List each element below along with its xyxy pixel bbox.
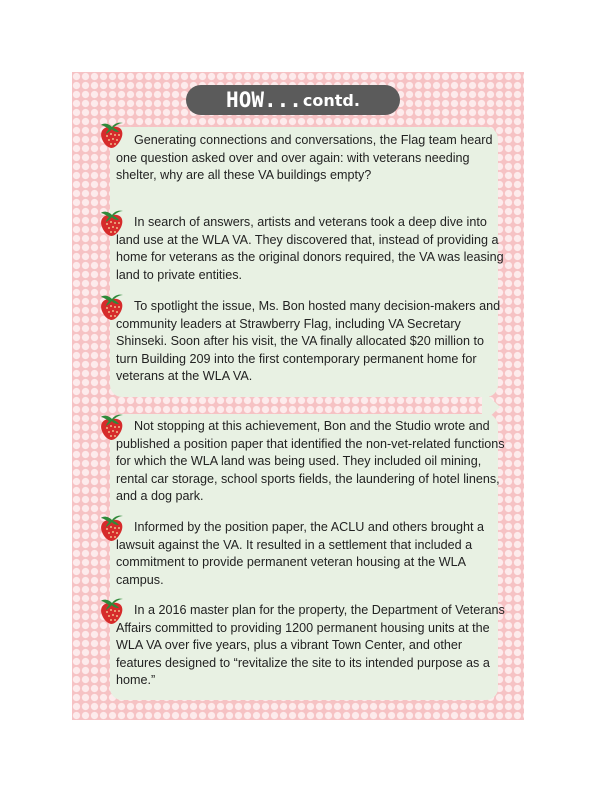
- section-header: [186, 85, 400, 115]
- paragraph-2: In search of answers, artists and veterans took a deep dive into land use at the WLA VA. They discovered that, instead of providing a home for veterans as the original donors required, the VA was leasing land to private entities.: [116, 215, 504, 282]
- poster-background: [72, 72, 524, 720]
- paragraph-5: Informed by the position paper, the ACLU and others brought a lawsuit against the VA. It resulted in a settlement that included a commitment to provide permanent veteran housing at the WLA campus.: [116, 520, 485, 587]
- paragraph-6: In a 2016 master plan for the property, the Department of Veterans Affairs committed to providing 1200 permanent housing units at the WLA VA over five years, plus a vibrant Town Center, and other features designed to “revitalize the site to its intended purpose as a home.”: [116, 603, 505, 687]
- paragraph-4: Not stopping at this achievement, Bon and the Studio wrote and published a position paper that identified the non-vet-related functions for which the WLA land was being used. They included oil mining, rental car storage, school sports fields, the laundering of hotel linens, and a dog park.: [116, 419, 505, 503]
- header-subtitle: contd.: [302, 90, 360, 110]
- paragraph-3: To spotlight the issue, Ms. Bon hosted many decision-makers and community leaders at Strawberry Flag, including VA Secretary Shinseki. Soon after his visit, the VA finally allocated $20 million to turn Building 209 into the first contemporary permanent home for veterans at the WLA VA.: [116, 299, 501, 383]
- header-title: HOW...: [226, 88, 302, 112]
- paragraph-1: Generating connections and conversations, the Flag team heard one question asked over and over again: with veterans needing shelter, why are all these VA buildings empty?: [116, 133, 493, 182]
